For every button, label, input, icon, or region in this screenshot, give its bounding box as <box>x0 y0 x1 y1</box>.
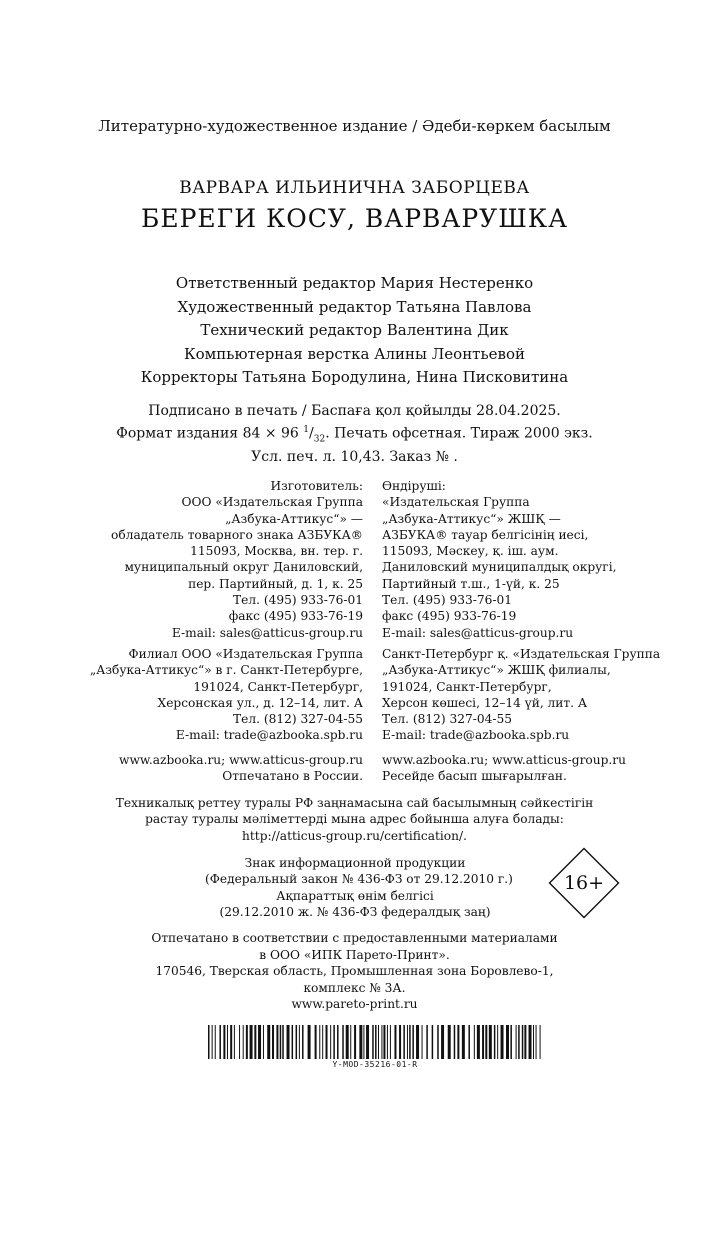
maker-block: Өндіруші: «Издательская Группа „Азбука-Аттикус“» ЖШҚ — АЗБУКА® тауар белгісінің иесі, 115093, Мәскеу, қ. іш. аум. Даниловский муниципалдық округі, Партийный т.ш., 1-үй, к. 25 Тел. (495) 933-76-01 факс (495) 933-76-19 E-mail: sales@atticus-group.ru <box>382 479 617 640</box>
branch-block: Санкт-Петербург қ. «Издательская Группа „Азбука-Аттикус“» ЖШҚ филиалы, 191024, Санкт-Петербург, Херсон көшесі, 12–14 үй, лит. А Тел. (812) 327-04-55 E-mail: trade@azbooka.spb.ru <box>382 647 661 743</box>
branch-block: Филиал ООО «Издательская Группа „Азбука-Аттикус“» в г. Санкт-Петербурге, 191024, Санкт-Петербург, Херсонская ул., д. 12–14, лит. А Тел. (812) 327-04-55 E-mail: trade@azbooka.spb.ru <box>89 647 363 743</box>
credit-line: Корректоры Татьяна Бородулина, Нина Писковитина <box>140 368 569 386</box>
publication-info <box>0 402 709 467</box>
web-block: www.azbooka.ru; www.atticus-group.ru Ресейде басып шығарылған. <box>382 753 626 784</box>
maker-block: Изготовитель: ООО «Издательская Группа „Азбука-Аттикус“» — обладатель товарного знака АЗБУКА® 115093, Москва, вн. тер. г. муниципальный округ Даниловский, пер. Партийный, д. 1, к. 25 Тел. (495) 933-76-01 факс (495) 933-76-19 E-mail: sales@atticus-group.ru <box>111 479 363 640</box>
credits-block <box>0 272 709 390</box>
age-rating-label: 16+ <box>563 872 605 894</box>
genre-line: Литературно-художественное издание / Әдеби-көркем басылым <box>98 117 611 135</box>
printing-house-block: Отпечатано в соответствии с предоставленными материалами в ООО «ИПК Парето-Принт». 170546, Тверская область, Промышленная зона Боровлево-1, комплекс № 3А. www.pareto-print.ru <box>151 931 558 1012</box>
author-name: ВАРВАРА ИЛЬИНИЧНА ЗАБОРЦЕВА <box>179 178 530 198</box>
sheets-line: Усл. печ. л. 10,43. Заказ № . <box>251 449 458 466</box>
barcode-icon <box>208 1025 542 1059</box>
certification-note: Техникалық реттеу туралы РФ заңнамасына сай басылымның сәйкестігін растау туралы мәліметтерді мына адрес бойынша алуға болады: http://atticus-group.ru/certification/. <box>115 796 594 843</box>
book-title: БЕРЕГИ КОСУ, ВАРВАРУШКА <box>140 204 569 233</box>
credit-line: Художественный редактор Татьяна Павлова <box>177 297 532 316</box>
barcode-text: Y-MOD-35216-01-R <box>332 1060 418 1069</box>
format-line: Формат издания 84 × 96 $^1/_{32}$. Печать офсетная. Тираж 2000 экз. <box>116 424 593 444</box>
age-rating-icon <box>548 847 620 919</box>
credit-line: Компьютерная верстка Алины Леонтьевой <box>183 344 525 363</box>
info-product-sign: Знак информационной продукции (Федеральный закон № 436-ФЗ от 29.12.2010 г.) Ақпараттық өнім белгісі (29.12.2010 ж. № 436-ФЗ федералдық заң) <box>205 856 513 919</box>
web-block: www.azbooka.ru; www.atticus-group.ru Отпечатано в России. <box>119 753 363 784</box>
signed-line: Подписано в печать / Баспаға қол қойылды 28.04.2025. <box>148 403 561 419</box>
credit-line: Технический редактор Валентина Дик <box>200 321 509 339</box>
credit-line: Ответственный редактор Мария Нестеренко <box>175 274 534 292</box>
